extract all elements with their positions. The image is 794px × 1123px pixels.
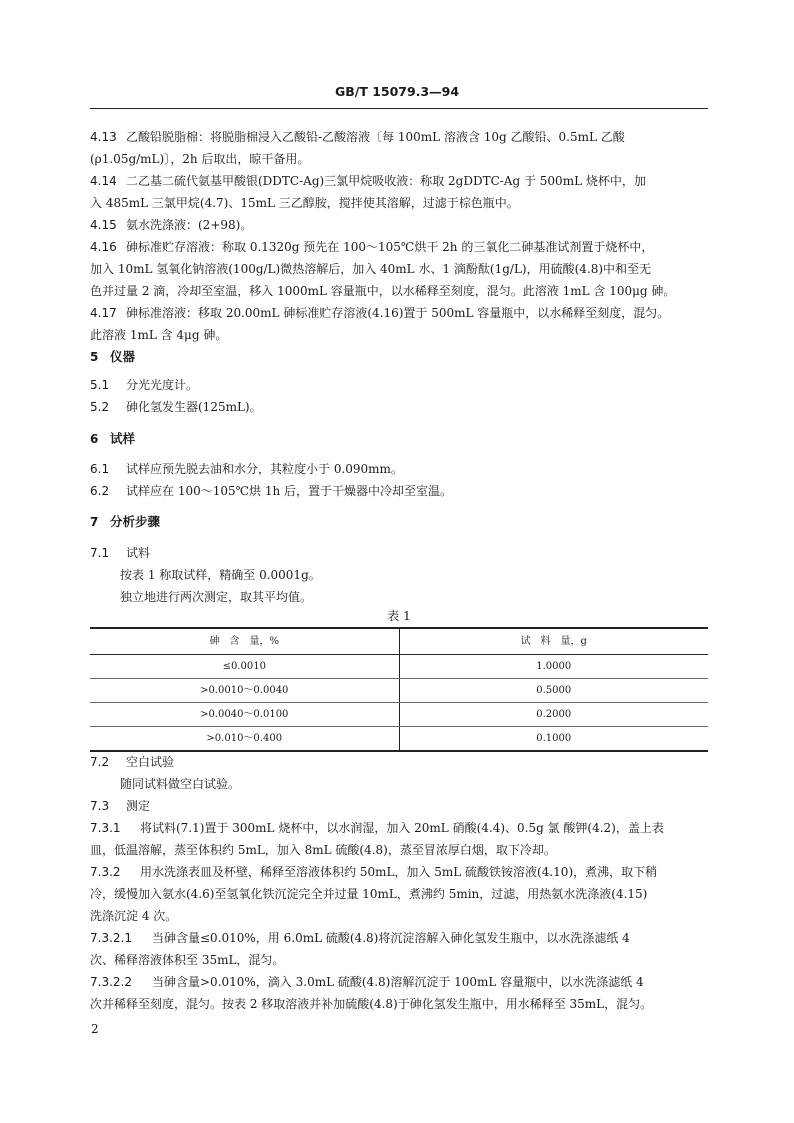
item-6-2: 6.2 试样应在 100～105℃烘 1h 后，置于干燥器中冷却至室温。 [90,484,453,498]
item-4-13-line-2: (ρ1.05g/mL)〕，2h 后取出，晾干备用。 [90,152,310,166]
item-4-16-line-3: 色并过量 2 滴，冷却至室温，移入 1000mL 容量瓶中，以水稀释至刻度，混匀。此溶液 1mL 含 100μg 砷。 [90,284,676,298]
item-6-1: 6.1 试样应预先脱去油和水分，其粒度小于 0.090mm。 [90,462,403,476]
item-7-3-heading: 7.3 测定 [90,799,151,813]
table-header-arsenic-content: 砷 含 量，% [90,628,399,655]
item-7-3-2-2-line-2: 次并稀释至刻度，混匀。按表 2 移取溶液并补加硫酸(4.8)于砷化氢发生瓶中，用水稀释至 35mL，混匀。 [90,997,653,1011]
item-7-3-1-line-1: 7.3.1 将试料(7.1)置于 300mL 烧杯中，以水润湿，加入 20mL 硝酸(4.4)、0.5g 氯 酸钾(4.2)，盖上表 [90,821,664,835]
table-row [90,679,708,703]
item-7-3-2-1-line-1: 7.3.2.1 当砷含量≤0.010%，用 6.0mL 硫酸(4.8)将沉淀溶解入砷化氢发生瓶中，以水洗涤滤纸 4 [90,931,630,945]
item-4-16-line-2: 加入 10mL 氢氧化钠溶液(100g/L)微热溶解后，加入 40mL 水、1 滴酚酞(1g/L)，用硫酸(4.8)中和至无 [90,262,652,276]
table-cell: >0.0010～0.0040 [90,679,399,703]
item-4-14-line-2: 入 485mL 三氯甲烷(4.7)、15mL 三乙醇胺，搅拌使其溶解，过滤于棕色瓶中。 [90,196,519,210]
item-7-1-para-1: 按表 1 称取试样，精确至 0.0001g。 [120,568,321,582]
item-5-1: 5.1 分光光度计。 [90,378,199,392]
item-7-1-heading: 7.1 试料 [90,546,151,560]
item-4-17-line-2: 此溶液 1mL 含 4μg 砷。 [90,328,228,342]
table-cell: 0.2000 [399,703,708,727]
section-7-heading: 7 分析步骤 [90,514,161,529]
item-7-3-2-1-line-2: 次、稀释溶液体积至 35mL，混匀。 [90,953,285,967]
table-header-sample-mass: 试 料 量，g [399,628,708,655]
item-4-15: 4.15 氨水洗涤液：(2+98)。 [90,218,253,232]
section-5-heading: 5 仪器 [90,349,136,364]
item-4-17-line-1: 4.17 砷标准溶液：移取 20.00mL 砷标准贮存溶液(4.16)置于 500mL 容量瓶中，以水稀释至刻度，混匀。 [90,306,670,320]
table-cell: 0.5000 [399,679,708,703]
table-row [90,655,708,679]
item-7-3-2-line-2: 冷，缓慢加入氨水(4.6)至氢氧化铁沉淀完全并过量 10mL，煮沸约 5min，过滤，用热氨水洗涤液(4.15) [90,887,648,901]
table-header-row [90,628,708,655]
table-row [90,703,708,727]
table-cell: 1.0000 [399,655,708,679]
item-4-16-line-1: 4.16 砷标准贮存溶液：称取 0.1320g 预先在 100～105℃烘干 2h 的三氧化二砷基准试剂置于烧杯中， [90,240,654,254]
table-row [90,727,708,752]
item-7-2-heading: 7.2 空白试验 [90,755,175,769]
item-7-3-2-line-1: 7.3.2 用水洗涤表皿及杯壁，稀释至溶液体积约 50mL，加入 5mL 硫酸铁铵溶液(4.10)，煮沸，取下稍 [90,865,658,879]
table-1 [90,627,708,752]
item-7-3-1-line-2: 皿，低温溶解，蒸至体积约 5mL，加入 8mL 硫酸(4.8)，蒸至冒浓厚白烟，取下冷却。 [90,843,556,857]
table-cell: >0.0040～0.0100 [90,703,399,727]
item-7-3-2-line-3: 洗涤沉淀 4 次。 [90,909,178,923]
item-7-2-para: 随同试料做空白试验。 [120,777,241,791]
item-4-14-line-1: 4.14 二乙基二硫代氨基甲酸银(DDTC-Ag)三氯甲烷吸收液：称取 2gDDTC-Ag 于 500mL 烧杯中，加 [90,174,646,188]
page-number: 2 [91,1022,99,1036]
header-rule [90,108,708,109]
item-4-13-line-1: 4.13 乙酸铅脱脂棉：将脱脂棉浸入乙酸铅-乙酸溶液〔每 100mL 溶液含 10g 乙酸铅、0.5mL 乙酸 [90,130,625,144]
table-cell: 0.1000 [399,727,708,752]
table-cell: >0.010～0.400 [90,727,399,752]
item-7-3-2-2-line-1: 7.3.2.2 当砷含量>0.010%，滴入 3.0mL 硫酸(4.8)溶解沉淀于 100mL 容量瓶中，以水洗涤滤纸 4 [90,975,644,989]
section-6-heading: 6 试样 [90,431,136,446]
table-cell: ≤0.0010 [90,655,399,679]
item-7-1-para-2: 独立地进行两次测定，取其平均值。 [120,590,313,604]
item-5-2: 5.2 砷化氢发生器(125mL)。 [90,400,262,414]
page-header: GB/T 15079.3—94 [334,84,460,99]
table-1-caption: 表 1 [387,609,411,623]
